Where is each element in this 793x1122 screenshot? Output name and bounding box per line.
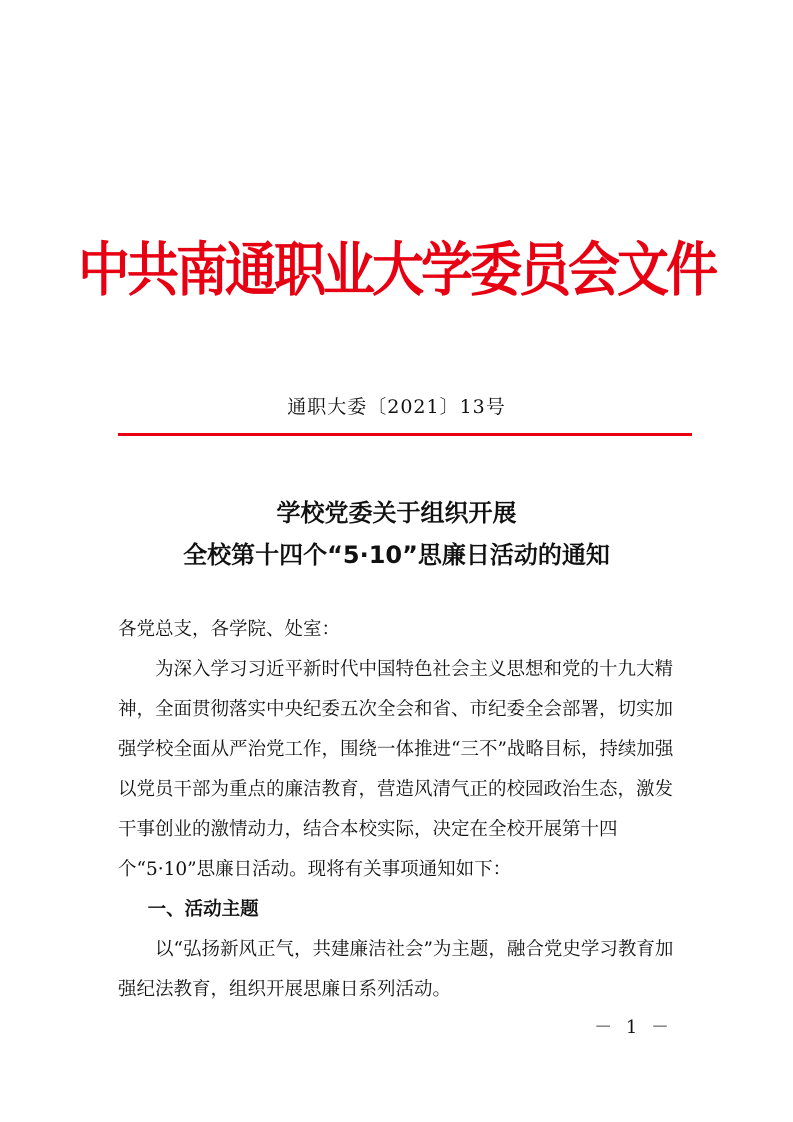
masthead-title: 中共南通职业大学委员会文件 [77, 237, 715, 305]
notice-title-line-2: 全校第十四个“5·10”思廉日活动的通知 [183, 541, 610, 569]
document-number: 通职大委〔2021〕13号 [287, 396, 506, 418]
document-body [118, 610, 676, 1010]
salutation: 各党总支，各学院、处室： [118, 619, 341, 640]
section-1-paragraph: 以“弘扬新风正气，共建廉洁社会”为主题，融合党史学习教育加强纪法教育，组织开展思廉日系列活动。 [118, 939, 674, 1000]
notice-title [0, 492, 793, 576]
intro-paragraph: 为深入学习习近平新时代中国特色社会主义思想和党的十九大精神，全面贯彻落实中央纪委五次全会和省、市纪委全会部署，切实加强学校全面从严治党工作，围绕一体推进“三不”战略目标，持续加强以党员干部为重点的廉洁教育，营造风清气正的校园政治生态，激发干事创业的激情动力，结合本校实际，决定在全校开展第十四个“5·10”思廉日活动。现将有关事项通知如下： [118, 659, 674, 880]
section-heading-1: 一、活动主题 [147, 899, 259, 920]
notice-title-line-1: 学校党委关于组织开展 [276, 499, 517, 527]
page-number: － 1 － [594, 1017, 673, 1038]
red-divider-line [118, 433, 692, 436]
